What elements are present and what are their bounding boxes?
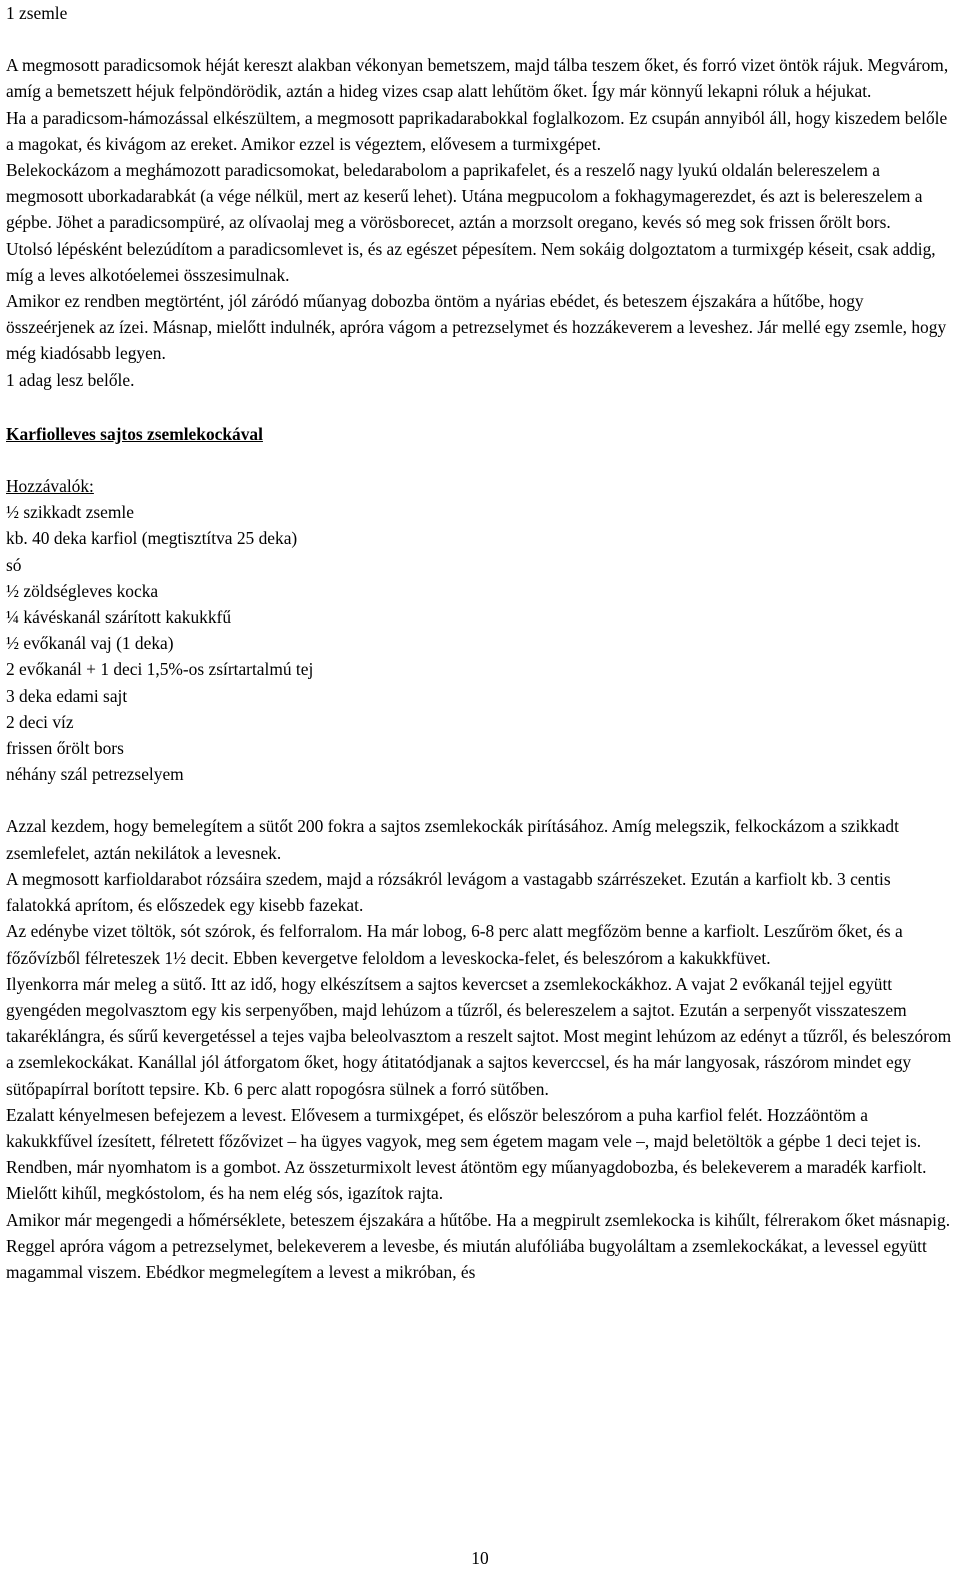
ingredient-item: ½ evőkanál vaj (1 deka) xyxy=(6,633,174,654)
first-recipe-body xyxy=(6,52,956,393)
paragraph: Ezalatt kényelmesen befejezem a levest. Elővesem a turmixgépet, és először beleszórom a puha karfiol felét. Hozzáöntöm a kakukkfűvel ízesített, félretett főzővizet – ha ügyes vagyok, meg sem égetem magam vele –, majd beletöltök a gépbe 1 deci tejet is. Rendben, már nyomhatom is a gombot. Az összeturmixolt levest átöntöm egy műanyagdobozba, és belekeverem a maradék karfiolt. Mielőtt kihűl, megkóstolom, és ha nem elég sós, igazítok rajta. xyxy=(6,1104,927,1204)
ingredient-item: ½ zöldségleves kocka xyxy=(6,580,159,601)
paragraph: Az edénybe vizet töltök, sót szórok, és felforralom. Ha már lobog, 6-8 perc alatt megfőzöm benne a karfiolt. Leszűröm őket, és a főzővízből félreteszek 1½ decit. Ebben kevergetve feloldom a leveskocka-felet, és beleszórom a kakukkfüvet. xyxy=(6,921,903,968)
recipe-title: Karfiolleves sajtos zsemlekockával xyxy=(6,423,263,444)
ingredient-item: só xyxy=(6,554,22,575)
ingredients-list xyxy=(6,499,956,787)
second-recipe-body xyxy=(6,813,956,1285)
ingredient-item: 2 evőkanál + 1 deci 1,5%-os zsírtartalmú tej xyxy=(6,659,314,680)
document-page xyxy=(6,0,956,1285)
paragraph: Ha a paradicsom-hámozással elkészültem, a megmosott paprikadarabokkal foglalkozom. Ez csupán annyiból áll, hogy kiszedem belőle a magokat, és kivágom az ereket. Amikor ezzel is végeztem, elővesem a turmixgépet. xyxy=(6,107,948,154)
ingredient-item: ½ szikkadt zsemle xyxy=(6,502,134,523)
paragraph: Reggel apróra vágom a petrezselymet, belekeverem a levesbe, és miután alufóliába bugyoláltam a zsemlekockákat, a levessel együtt magammal viszem. Ebédkor megmelegítem a levest a mikróban, és xyxy=(6,1235,927,1282)
page-number: 10 xyxy=(471,1548,489,1568)
paragraph: Utolsó lépésként belezúdítom a paradicsomlevet is, és az egészet pépesítem. Nem sokáig dolgoztatom a turmixgép késeit, csak addig, míg a leves alkotóelemei összesimulnak. xyxy=(6,238,936,285)
ingredient-item: 3 deka edami sajt xyxy=(6,685,128,706)
paragraph: 1 adag lesz belőle. xyxy=(6,369,135,390)
ingredient-item: ¼ kávéskanál szárított kakukkfű xyxy=(6,607,232,628)
paragraph: Azzal kezdem, hogy bemelegítem a sütőt 200 fokra a sajtos zsemlekockák pirításához. Amíg melegszik, felkockázom a szikkadt zsemlefelet, aztán nekilátok a levesnek. xyxy=(6,816,899,863)
paragraph: A megmosott karfioldarabot rózsáira szedem, majd a rózsákról levágom a vastagabb szárrészeket. Ezután a karfiolt kb. 3 centis falatokká aprítom, és előszedek egy kisebb fazekat. xyxy=(6,868,891,916)
ingredient-item: néhány szál petrezselyem xyxy=(6,764,184,785)
intro-line: 1 zsemle xyxy=(6,3,68,23)
paragraph: Amikor ez rendben megtörtént, jól záródó műanyag dobozba öntöm a nyárias ebédet, és beteszem éjszakára a hűtőbe, hogy összeérjenek az ízei. Másnap, mielőtt indulnék, apróra vágom a petrezselymet és hozzákeverem a leveshez. Jár mellé egy zsemle, hogy még kiadósabb legyen. xyxy=(6,291,947,364)
ingredient-item: kb. 40 deka karfiol (megtisztítva 25 deka) xyxy=(6,528,298,549)
ingredients-label: Hozzávalók: xyxy=(6,476,94,497)
paragraph: Amikor már megengedi a hőmérséklete, beteszem éjszakára a hűtőbe. Ha a megpirult zsemlekocka is kihűlt, félrerakom őket másnapig. xyxy=(6,1209,951,1230)
paragraph: Ilyenkorra már meleg a sütő. Itt az idő, hogy elkészítsem a sajtos kevercset a zsemlekockákhoz. A vajat 2 evőkanál tejjel együtt gyengéden megolvasztom egy kis serpenyőben, majd lehúzom a tűzről, és belereszelem a sajtot. Ezután a serpenyőt visszateszem takaréklángra, és sűrű kevergetéssel a tejes vajba beleolvasztom a reszelt sajtot. Most megint lehúzom az edényt a tűzről, és beleszórom a zsemlekockákat. Kanállal jól átforgatom őket, hogy átitatódjanak a sajtos keverccsel, és ha már langyosak, rászórom mindet egy sütőpapírral borított tepsire. Kb. 6 perc alatt ropogósra sülnek a forró sütőben. xyxy=(6,973,952,1099)
paragraph: A megmosott paradicsomok héját kereszt alakban vékonyan bemetszem, majd tálba teszem őket, és forró vizet öntök rájuk. Megvárom, amíg a bemetszett héjuk felpöndörödik, aztán a hideg vizes csap alatt lehűtöm őket. Így már könnyű lekapni róluk a héjukat. xyxy=(6,55,949,102)
ingredient-item: 2 deci víz xyxy=(6,711,74,732)
ingredient-item: frissen őrölt bors xyxy=(6,738,124,759)
paragraph: Belekockázom a meghámozott paradicsomokat, beledarabolom a paprikafelet, és a reszelő nagy lyukú oldalán belereszelem a megmosott uborkadarabkát (a vége nélkül, mert az keserű lehet). Utána megpucolom a fokhagymagerezdet, és azt is belereszelem a gépbe. Jöhet a paradicsompüré, az olívaolaj meg a vörösborecet, aztán a morzsolt oregano, kevés só meg sok frissen őrölt bors. xyxy=(6,160,923,233)
